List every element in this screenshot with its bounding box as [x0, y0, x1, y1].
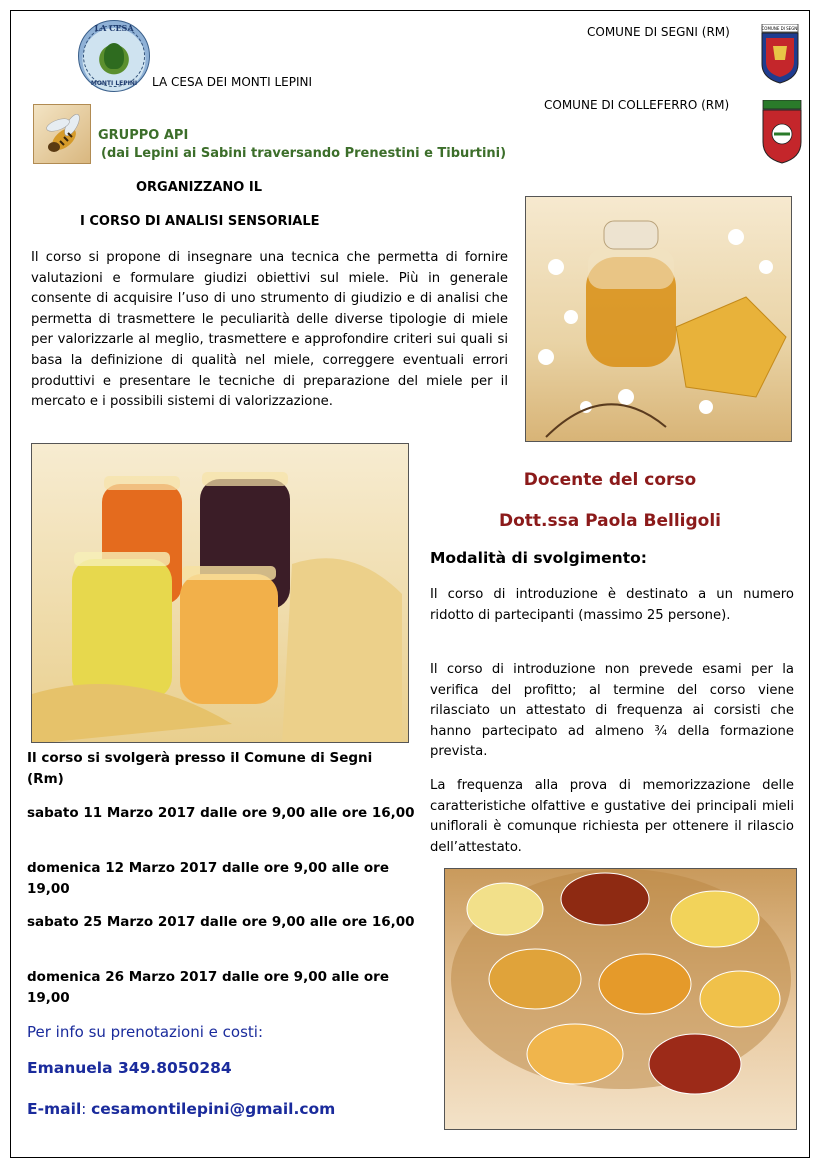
course-location: Il corso si svolgerà presso il Comune di Segni (Rm)	[27, 750, 373, 787]
gruppo-title: GRUPPO API	[98, 128, 189, 143]
colleferro-shield-icon	[762, 100, 800, 156]
course-description: Il corso si propone di insegnare una tecnica che permetta di fornire valutazioni e formulare giudizi obiettivi sul miele. Più in generale consente di acquisire l’uso di uno strumento di giudizio e di analisi che permetta di trasmettere le peculiarità delle diverse tipologie di miele per valorizzarle al meglio, trasmettere e approfondire criteri sui quali si basa la definizione di qualità nel miele, correggere eventuali errori produttivi e presentare le tecniche di preparazione del miele per il mercato e i possibili sistemi di valorizzazione.	[31, 250, 508, 410]
cesa-name: LA CESA DEI MONTI LEPINI	[152, 75, 313, 89]
modalita-paragraph-1: Il corso di introduzione è destinato a un numero ridotto di partecipanti (massimo 25 persone).	[430, 587, 794, 623]
organizzano-heading: ORGANIZZANO IL	[136, 180, 263, 195]
gruppo-subtitle: (dai Lepini ai Sabini traversando Prenestini e Tiburtini)	[101, 146, 507, 161]
tree-icon	[104, 43, 124, 69]
schedule-date-4: domenica 26 Marzo 2017 dalle ore 9,00 alle ore 19,00	[27, 969, 389, 1006]
email-separator: :	[81, 1100, 92, 1118]
modalita-paragraph-3: La frequenza alla prova di memorizzazione delle caratteristiche olfattive e gustative dei principali mieli uniflorali è comunque richiesta per ottenere il rilascio dell’attestato.	[430, 778, 794, 855]
cesa-logo: LA CESA MONTI LEPINI	[78, 20, 150, 92]
comune-colleferro-label: COMUNE DI COLLEFERRO (RM)	[544, 98, 730, 112]
segni-shield-icon	[761, 24, 799, 80]
email-link[interactable]: cesamontilepini@gmail.com	[91, 1100, 336, 1118]
schedule-date-2: domenica 12 Marzo 2017 dalle ore 9,00 alle ore 19,00	[27, 860, 389, 897]
honey-jar-photo	[525, 196, 792, 442]
modalita-heading: Modalità di svolgimento:	[430, 549, 647, 567]
email-label: E-mail	[27, 1100, 82, 1118]
contact-email-line	[27, 1100, 335, 1118]
corso-title: I CORSO DI ANALISI SENSORIALE	[80, 214, 320, 229]
schedule-date-1: sabato 11 Marzo 2017 dalle ore 9,00 alle ore 16,00	[27, 805, 415, 821]
bee-image	[33, 104, 91, 164]
comune-segni-label: COMUNE DI SEGNI (RM)	[587, 25, 730, 39]
docente-name: Dott.ssa Paola Belligoli	[499, 511, 721, 531]
honey-jars-photo	[31, 443, 409, 743]
contact-phone[interactable]: Emanuela 349.8050284	[27, 1059, 232, 1077]
svg-text:COMUNE DI SEGNI: COMUNE DI SEGNI	[761, 26, 799, 31]
honey-bowls-photo	[444, 868, 797, 1130]
docente-label: Docente del corso	[523, 470, 697, 490]
schedule-date-3: sabato 25 Marzo 2017 dalle ore 9,00 alle ore 16,00	[27, 914, 415, 930]
modalita-paragraph-2: Il corso di introduzione non prevede esami per la verifica del profitto; al termine del corso viene rilasciato un attestato di frequenza ai corsisti che hanno partecipato ad almeno ¾ della formazione prevista.	[430, 662, 794, 760]
info-label: Per info su prenotazioni e costi:	[27, 1023, 264, 1041]
